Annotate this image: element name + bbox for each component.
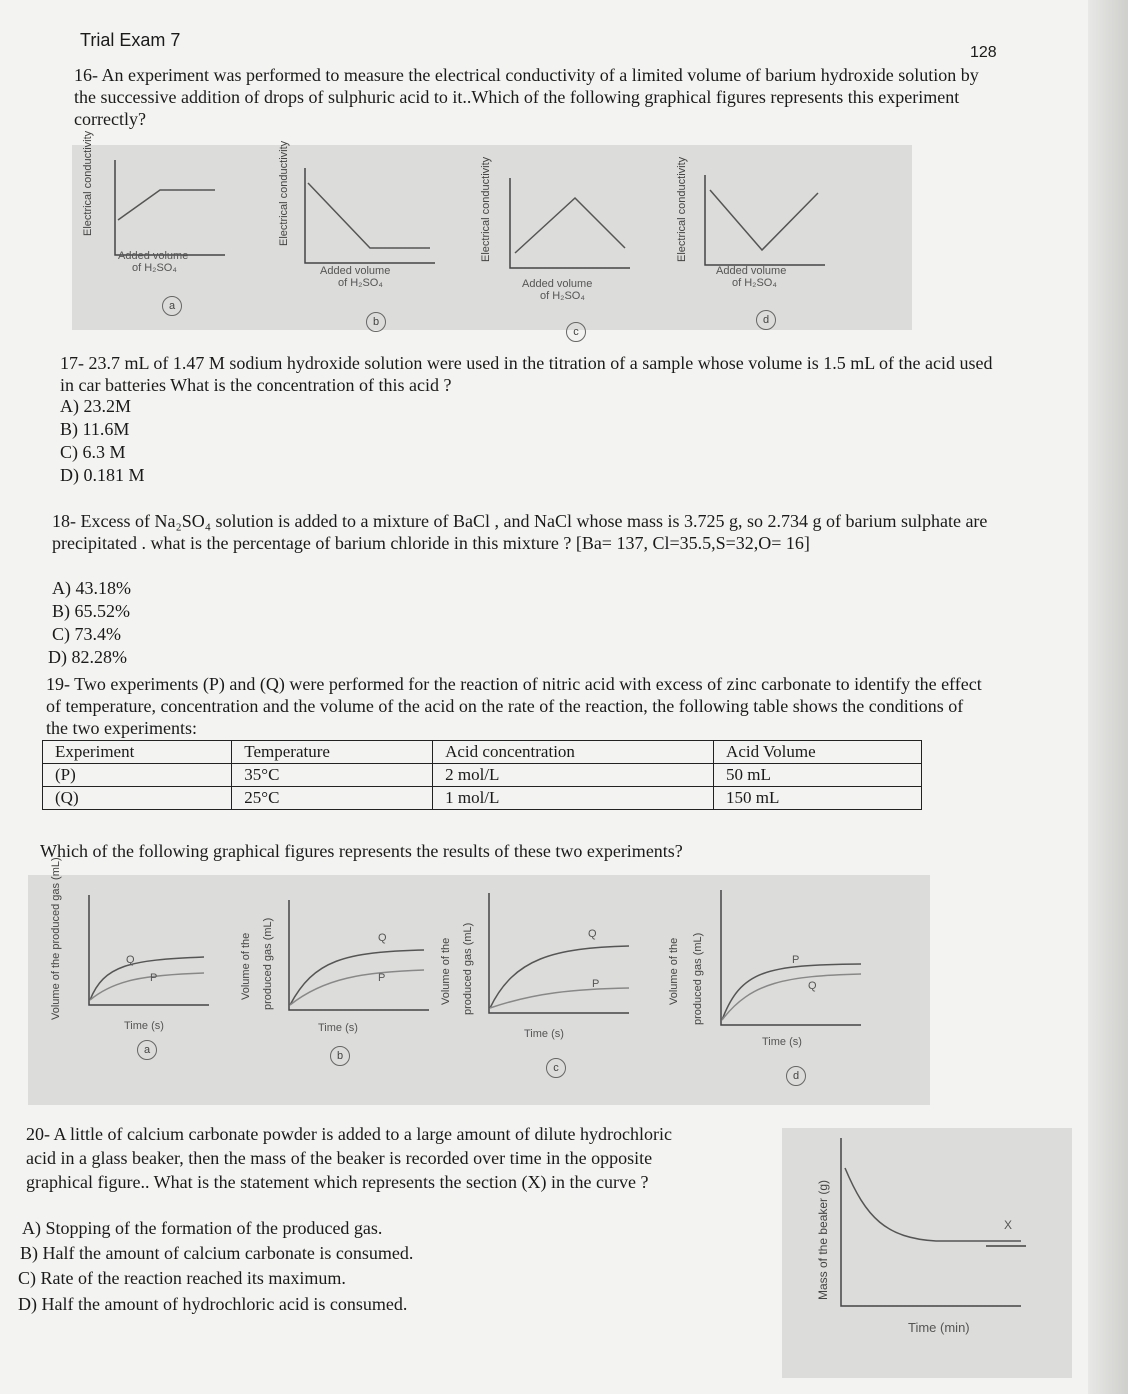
q16-graph-d-ylabel: Electrical conductivity — [676, 156, 688, 262]
table-header-cell: Acid Volume — [714, 741, 922, 764]
page-edge — [1088, 0, 1128, 1394]
question-19-text: 19- Two experiments (P) and (Q) were performed for the reaction of nitric acid with excess of zinc carbonate to identify the effect of temperature, concentration and the volume of the acid on the rate of the reaction, the following table shows the conditions of the two experiments: — [46, 674, 982, 738]
table-cell: (Q) — [43, 787, 232, 810]
q17-option-c[interactable]: C) 6.3 M — [60, 442, 126, 462]
q16-graph-d-plot — [700, 175, 830, 270]
q19-graph-d-ylabel: Volume of the — [668, 937, 680, 1005]
q19-graph-c-q-label: Q — [588, 928, 597, 940]
q17-option-b[interactable]: B) 11.6M — [60, 419, 130, 439]
q19-graph-b-q-label: Q — [378, 932, 387, 944]
q19-graph-b-letter: b — [330, 1046, 350, 1066]
q19-graph-c-xlabel: Time (s) — [524, 1028, 564, 1040]
q16-graph-b-letter: b — [366, 312, 386, 332]
q19-graph-d-letter: d — [786, 1066, 806, 1086]
q19-graph-b-plot — [284, 900, 434, 1015]
q18-option-c[interactable]: C) 73.4% — [52, 624, 121, 644]
q20-graph-xlabel: Time (min) — [908, 1320, 970, 1335]
q20-graph-ylabel: Mass of the beaker (g) — [816, 1179, 830, 1300]
table-header-row — [43, 741, 922, 764]
q16-graph-c-letter: c — [566, 322, 586, 342]
q19-graph-a-ylabel: Volume of the produced gas (mL) — [50, 857, 62, 1020]
table-row — [43, 764, 922, 787]
question-20-text: 20- A little of calcium carbonate powder is added to a large amount of dilute hydrochloric acid in a glass beaker, then the mass of the beaker is recorded over time in the opposite graphical figure.. What is the statement which represents the section (X) in the curve ? — [26, 1124, 672, 1192]
table-header-cell: Temperature — [232, 741, 433, 764]
table-cell: 25°C — [232, 787, 433, 810]
table-cell: 2 mol/L — [433, 764, 714, 787]
q18-option-b[interactable]: B) 65.52% — [52, 601, 130, 621]
q17-option-d[interactable]: D) 0.181 M — [60, 465, 145, 485]
q19-graph-c-letter: c — [546, 1058, 566, 1078]
q16-graph-c-plot — [505, 178, 635, 273]
q19-graph-c-ylabel: Volume of the — [440, 937, 452, 1005]
q19-graph-a-plot — [84, 895, 214, 1010]
table-cell: 35°C — [232, 764, 433, 787]
table-row — [43, 787, 922, 810]
q19-graph-d-q-label: Q — [808, 980, 817, 992]
q20-option-a[interactable]: A) Stopping of the formation of the produced gas. — [22, 1218, 383, 1238]
q19-graph-d-xlabel: Time (s) — [762, 1036, 802, 1048]
table-cell: (P) — [43, 764, 232, 787]
q19-graph-b-ylabel: Volume of the — [240, 932, 252, 1000]
q19-graph-c-ylabel-2: produced gas (mL) — [462, 922, 474, 1015]
question-16-text: 16- An experiment was performed to measure the electrical conductivity of a limited volume of barium hydroxide solution by the successive addition of drops of sulphuric acid to it..Which of the following graphical figures represents this experiment correctly? — [74, 65, 979, 129]
q19-graph-a-q-label: Q — [126, 954, 135, 966]
q16-graph-c-xlabel: Added volume of H₂SO₄ — [522, 278, 593, 302]
question-18-text: 18- Excess of Na₂SO₄ solution is added to a mixture of BaCl , and NaCl whose mass is 3.725 g, so 2.734 g of barium sulphate are precipitated . what is the percentage of barium chloride in this mixture ? [Ba= 137, Cl=35.5,S=32,O= 16] — [52, 511, 988, 553]
q19-graph-a-letter: a — [137, 1040, 157, 1060]
table-cell: 1 mol/L — [433, 787, 714, 810]
q19-graph-c-plot — [484, 893, 634, 1018]
table-header-cell: Acid concentration — [433, 741, 714, 764]
q20-option-b[interactable]: B) Half the amount of calcium carbonate is consumed. — [20, 1243, 414, 1263]
q16-graph-a-plot — [110, 160, 230, 260]
q20-option-c[interactable]: C) Rate of the reaction reached its maximum. — [18, 1268, 346, 1288]
q16-graph-a-ylabel: Electrical conductivity — [82, 130, 94, 236]
q19-graph-a-p-label: P — [150, 972, 158, 984]
q19-question: Which of the following graphical figures represents the results of these two experiments? — [40, 841, 683, 861]
q19-graph-d-ylabel-2: produced gas (mL) — [692, 932, 704, 1025]
q19-graph-b-p-label: P — [378, 972, 386, 984]
q16-graph-c-ylabel: Electrical conductivity — [480, 156, 492, 262]
q19-graph-b-ylabel-2: produced gas (mL) — [262, 917, 274, 1010]
page-number: 128 — [970, 44, 997, 61]
q19-graph-b-xlabel: Time (s) — [318, 1022, 358, 1034]
q20-option-d[interactable]: D) Half the amount of hydrochloric acid is consumed. — [18, 1294, 408, 1314]
q16-graph-d-letter: d — [756, 310, 776, 330]
q19-graph-a-xlabel: Time (s) — [124, 1020, 164, 1032]
table-cell: 50 mL — [714, 764, 922, 787]
q16-graph-b-plot — [300, 168, 440, 268]
q19-graph-d-p-label: P — [792, 954, 800, 966]
table-cell: 150 mL — [714, 787, 922, 810]
q18-option-a[interactable]: A) 43.18% — [52, 578, 131, 598]
exam-title: Trial Exam 7 — [80, 30, 181, 50]
q19-graph-c-p-label: P — [592, 978, 600, 990]
q19-graph-d-plot — [716, 890, 866, 1030]
table-header-cell: Experiment — [43, 741, 232, 764]
q20-graph-plot — [836, 1138, 1026, 1313]
q16-graph-a-xlabel: Added volume of H₂SO₄ — [118, 250, 189, 274]
q17-option-a[interactable]: A) 23.2M — [60, 396, 131, 416]
q16-graph-b-ylabel: Electrical conductivity — [278, 140, 290, 246]
question-17-text: 17- 23.7 mL of 1.47 M sodium hydroxide solution were used in the titration of a sample whose volume is 1.5 mL of the acid used in car batteries What is the concentration of this acid ? — [60, 353, 993, 395]
q16-graph-d-xlabel: Added volume of H₂SO₄ — [716, 265, 787, 289]
q16-graph-a-letter: a — [162, 296, 182, 316]
q20-section-x-label: X — [1004, 1218, 1013, 1232]
q19-conditions-table — [42, 740, 922, 810]
q18-option-d[interactable]: D) 82.28% — [48, 647, 127, 667]
q16-graph-b-xlabel: Added volume of H₂SO₄ — [320, 265, 391, 289]
